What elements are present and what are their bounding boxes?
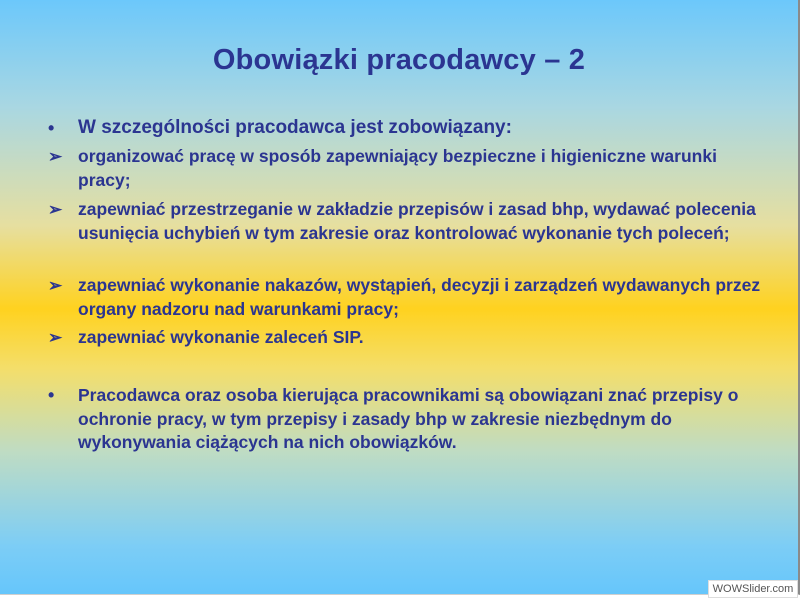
bullet-text: zapewniać wykonanie zaleceń SIP. — [78, 327, 364, 347]
bullet-text: organizować pracę w sposób zapewniający bezpieczne i higieniczne warunki pracy; — [78, 146, 717, 190]
bullet-text: W szczególności pracodawca jest zobowiązany: — [78, 117, 512, 138]
bullet-marker: • — [48, 118, 55, 138]
arrow-bullet-icon: ➢ — [48, 276, 63, 295]
arrow-bullet-icon: ➢ — [48, 147, 63, 166]
watermark-logo[interactable]: WOWSlider.com — [708, 580, 798, 598]
bullet-text: Pracodawca oraz osoba kierująca pracownikami są obowiązani znać przepisy o ochronie pracy, w tym przepisy i zasady bhp w zakresie niezbędnym do wykonywania ciążących na nich obowiązków. — [78, 385, 739, 452]
arrow-bullet-icon: ➢ — [48, 328, 63, 347]
bullet-text: zapewniać przestrzeganie w zakładzie przepisów i zasad bhp, wydawać polecenia usunięcia uchybień w tym zakresie oraz kontrolować wykonanie tych poleceń; — [78, 199, 756, 243]
bullet-text: zapewniać wykonanie nakazów, wystąpień, decyzji i zarządzeń wydawanych przez organy nadzoru nad warunkami pracy; — [78, 275, 761, 319]
arrow-bullet-icon: ➢ — [48, 200, 63, 219]
slide-title: Obowiązki pracodawcy – 2 — [212, 44, 586, 76]
bullet-marker: • — [48, 385, 55, 405]
